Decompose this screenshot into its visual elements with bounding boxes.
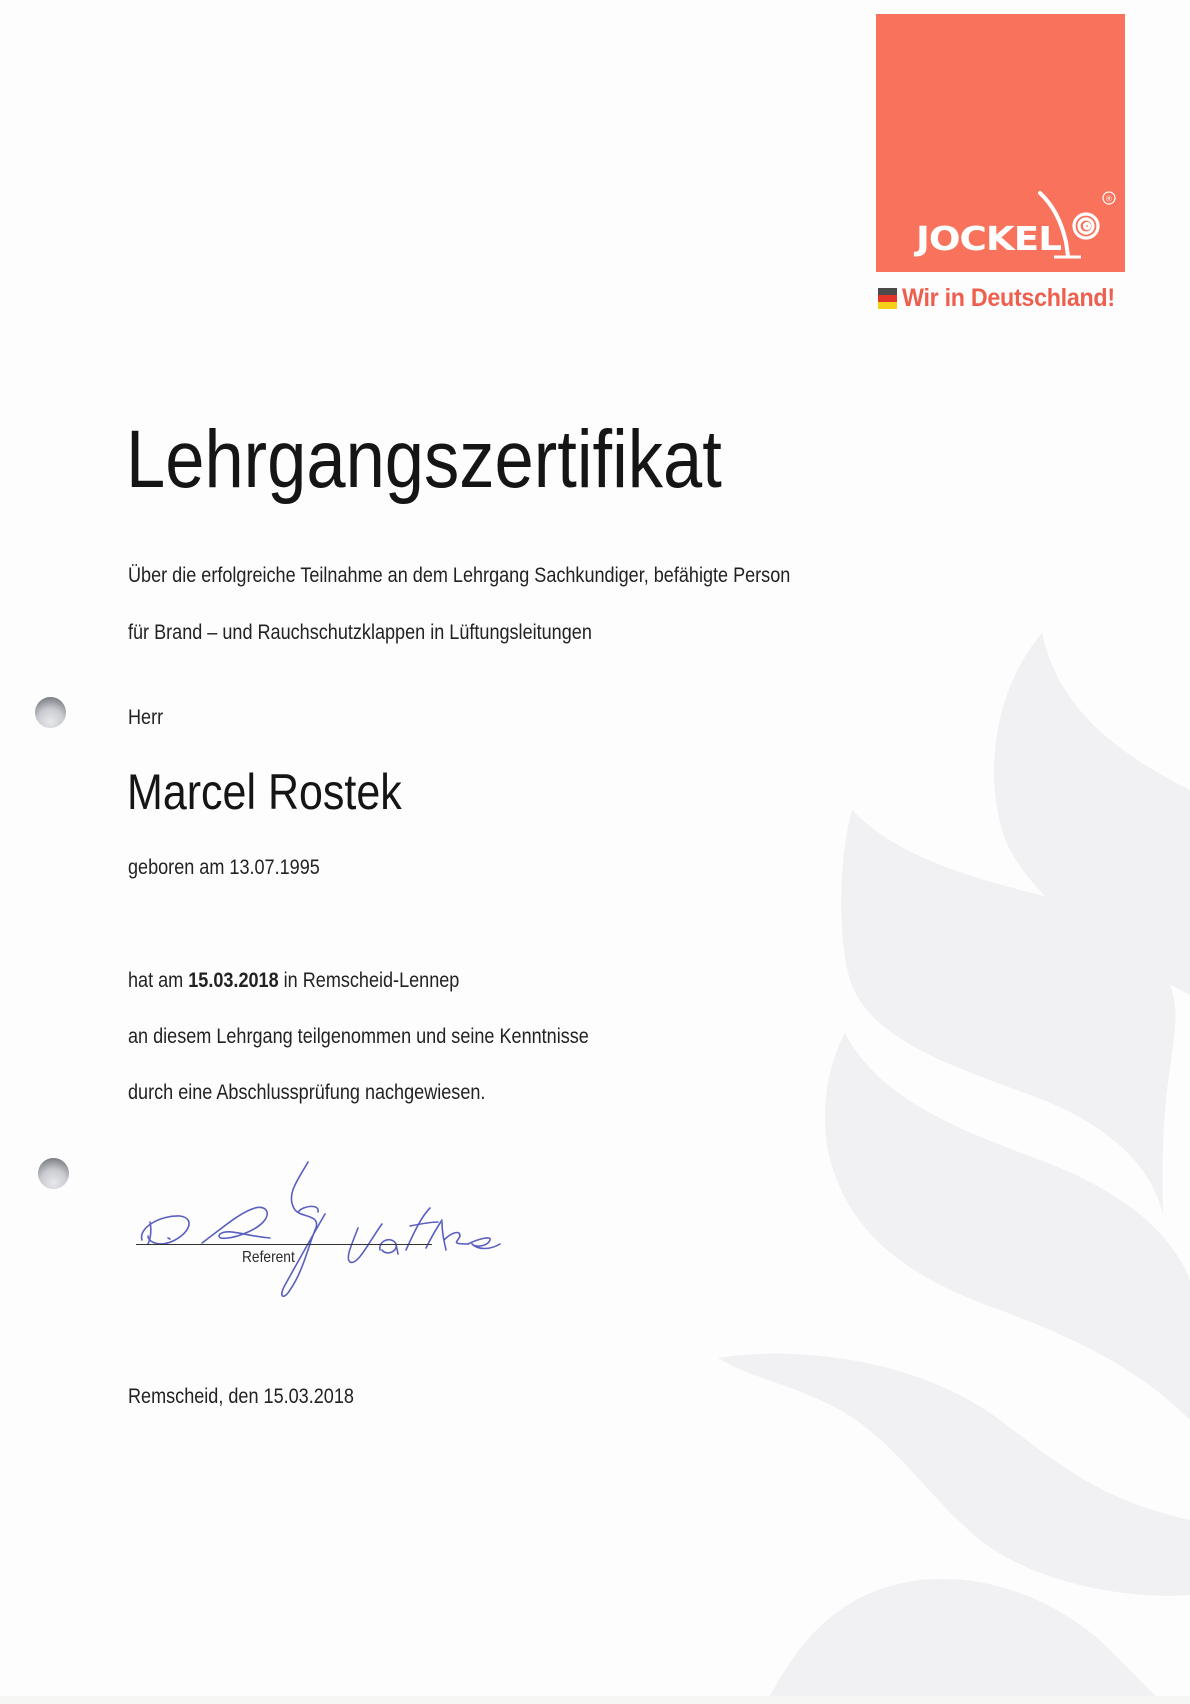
jockel-logo [876, 14, 1125, 272]
intro-line-2: für Brand – und Rauchschutzklappen in Lüftungsleitungen [128, 621, 592, 644]
germany-flag-icon [878, 288, 897, 309]
birth-date: geboren am 13.07.1995 [128, 856, 320, 879]
place-and-date: Remscheid, den 15.03.2018 [128, 1385, 354, 1408]
brand-name: JOCKEL [916, 220, 1061, 258]
attendance-location: in Remscheid-Lennep [278, 969, 460, 992]
recipient-name: Marcel Rostek [127, 764, 402, 820]
punch-hole [38, 1158, 69, 1189]
certificate-title: Lehrgangszertifikat [126, 414, 722, 505]
statement-line-1: an diesem Lehrgang teilgenommen und seine Kenntnisse [128, 1025, 589, 1048]
intro-line-1: Über die erfolgreiche Teilnahme an dem Lehrgang Sachkundiger, befähigte Person [128, 564, 791, 587]
signature-line [136, 1244, 432, 1245]
attendance-line [128, 968, 459, 994]
svg-text:®: ® [1106, 194, 1112, 204]
attendance-date: 15.03.2018 [188, 969, 279, 992]
salutation: Herr [128, 706, 164, 729]
punch-hole [35, 697, 66, 728]
tagline [878, 284, 1131, 312]
scan-bottom-edge [0, 1696, 1190, 1704]
tagline-text: Wir in Deutschland! [902, 283, 1115, 312]
signature-icon [120, 1140, 530, 1310]
signature-label: Referent [242, 1249, 295, 1266]
statement-line-2: durch eine Abschlussprüfung nachgewiesen. [128, 1081, 486, 1104]
attendance-prefix: hat am [128, 969, 189, 992]
